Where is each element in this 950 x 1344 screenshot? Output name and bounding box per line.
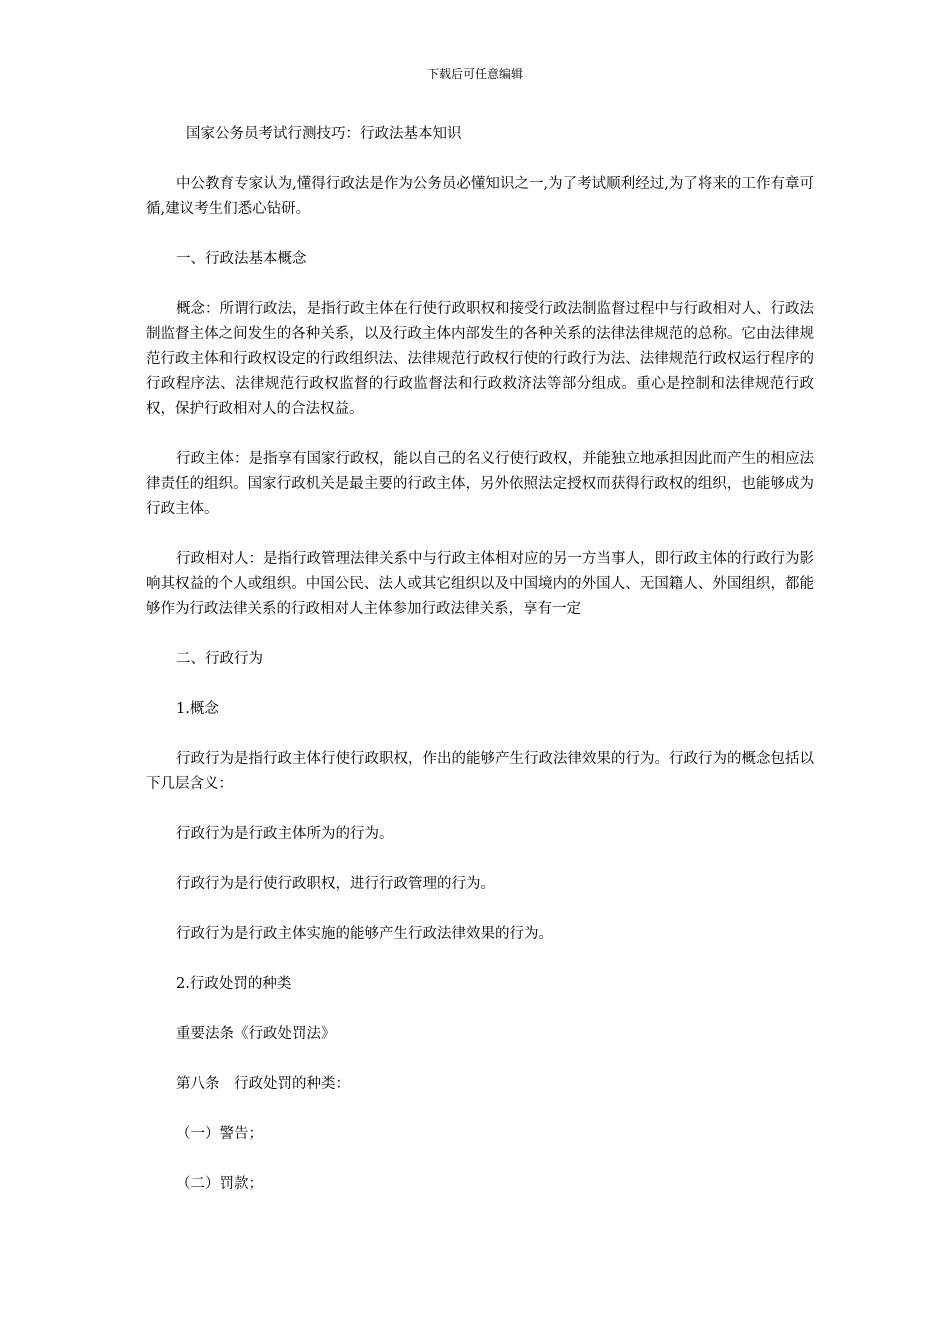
paragraph-admin-act: 行政行为是指行政主体行使行政职权，作出的能够产生行政法律效果的行为。行政行为的概念包括以下几层含义： (146, 751, 814, 792)
section-heading-2: 二、行政行为 (176, 651, 263, 667)
paragraph-article-8: 第八条 行政处罚的种类： (176, 1076, 350, 1092)
list-item-warning: （一）警告； (176, 1126, 263, 1142)
list-item-fine: （二）罚款； (176, 1176, 263, 1192)
paragraph-point-3: 行政行为是行政主体实施的能够产生行政法律效果的行为。 (176, 926, 553, 942)
section-heading-1: 一、行政法基本概念 (176, 251, 307, 267)
document-body (146, 122, 814, 1197)
document-title: 国家公务员考试行测技巧：行政法基本知识 (186, 126, 462, 142)
paragraph-point-2: 行政行为是行使行政职权，进行行政管理的行为。 (176, 876, 495, 892)
header-note: 下载后可任意编辑 (426, 67, 523, 81)
paragraph-admin-subject: 行政主体：是指享有国家行政权，能以自己的名义行使行政权，并能独立地承担因此而产生的相应法律责任的组织。国家行政机关是最主要的行政主体，另外依照法定授权而获得行政权的组织，也能够成为行政主体。 (146, 451, 814, 517)
paragraph-admin-counterpart: 行政相对人：是指行政管理法律关系中与行政主体相对应的另一方当事人，即行政主体的行政行为影响其权益的个人或组织。中国公民、法人或其它组织以及中国境内的外国人、无国籍人、外国组织，都能够作为行政法律关系的行政相对人主体参加行政法律关系，享有一定 (146, 551, 814, 617)
paragraph-concept: 概念：所谓行政法，是指行政主体在行使行政职权和接受行政法制监督过程中与行政相对人、行政法制监督主体之间发生的各种关系，以及行政主体内部发生的各种关系的法律法律规范的总称。它由法律规范行政主体和行政权设定的行政组织法、法律规范行政权行使的行政行为法、法律规范行政权运行程序的行政程序法、法律规范行政权监督的行政监督法和行政救济法等部分组成。重心是控制和法律规范行政权，保护行政相对人的合法权益。 (146, 301, 814, 417)
subheading-concept: 1.概念 (176, 701, 219, 717)
paragraph-point-1: 行政行为是行政主体所为的行为。 (176, 826, 394, 842)
subheading-penalty-types: 2.行政处罚的种类 (176, 976, 292, 992)
paragraph-intro: 中公教育专家认为,懂得行政法是作为公务员必懂知识之一,为了考试顺利经过,为了将来的工作有章可循,建议考生们悉心钻研。 (146, 176, 814, 217)
paragraph-law-reference: 重要法条《行政处罚法》 (176, 1026, 336, 1042)
